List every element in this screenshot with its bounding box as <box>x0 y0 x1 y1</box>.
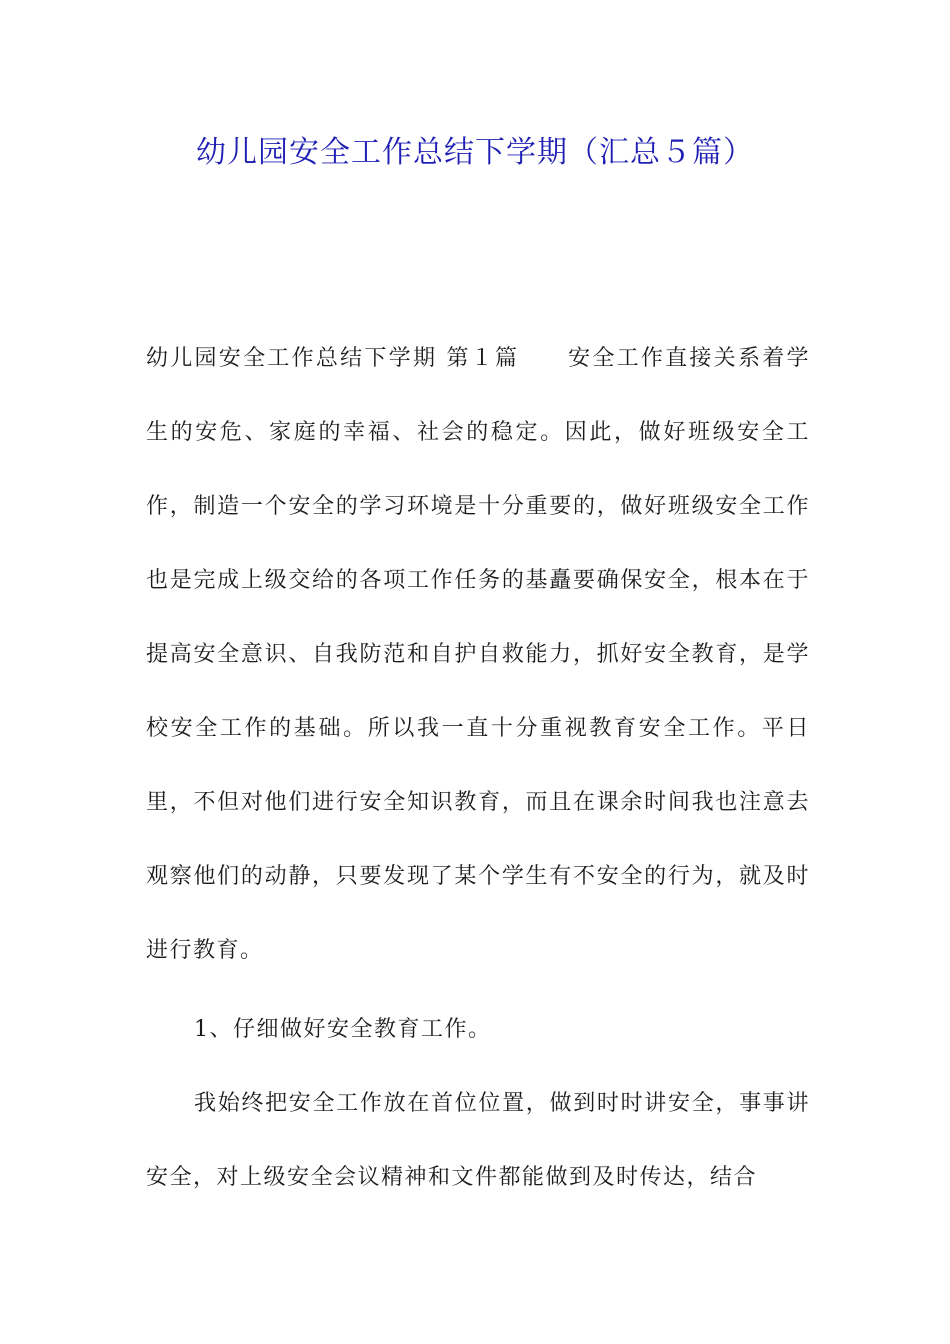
intro-paragraph <box>146 322 810 988</box>
document-title: 幼儿园安全工作总结下学期（汇总５篇） <box>196 135 754 170</box>
section-heading: 幼儿园安全工作总结下学期 第１篇 <box>146 346 520 371</box>
intro-text: 安全工作直接关系着学生的安危、家庭的幸福、社会的稳定。因此，做好班级安全工作，制造一个安全的学习环境是十分重要的，做好班级安全工作也是完成上级交给的各项工作任务的基矗要确保安全，根本在于提高安全意识、自我防范和自护自救能力，抓好安全教育，是学校安全工作的基础。所以我一直十分重视教育安全工作。平日里，不但对他们进行安全知识教育，而且在课余时间我也注意去观察他们的动静，只要发现了某个学生有不安全的行为，就及时进行教育。 <box>146 346 810 963</box>
numbered-item-body: 我始终把安全工作放在首位位置，做到时时讲安全，事事讲安全，对上级安全会议精神和文件都能做到及时传达，结合 <box>146 1091 810 1190</box>
numbered-item-heading: 1、仔细做好安全教育工作。 <box>194 1017 492 1042</box>
